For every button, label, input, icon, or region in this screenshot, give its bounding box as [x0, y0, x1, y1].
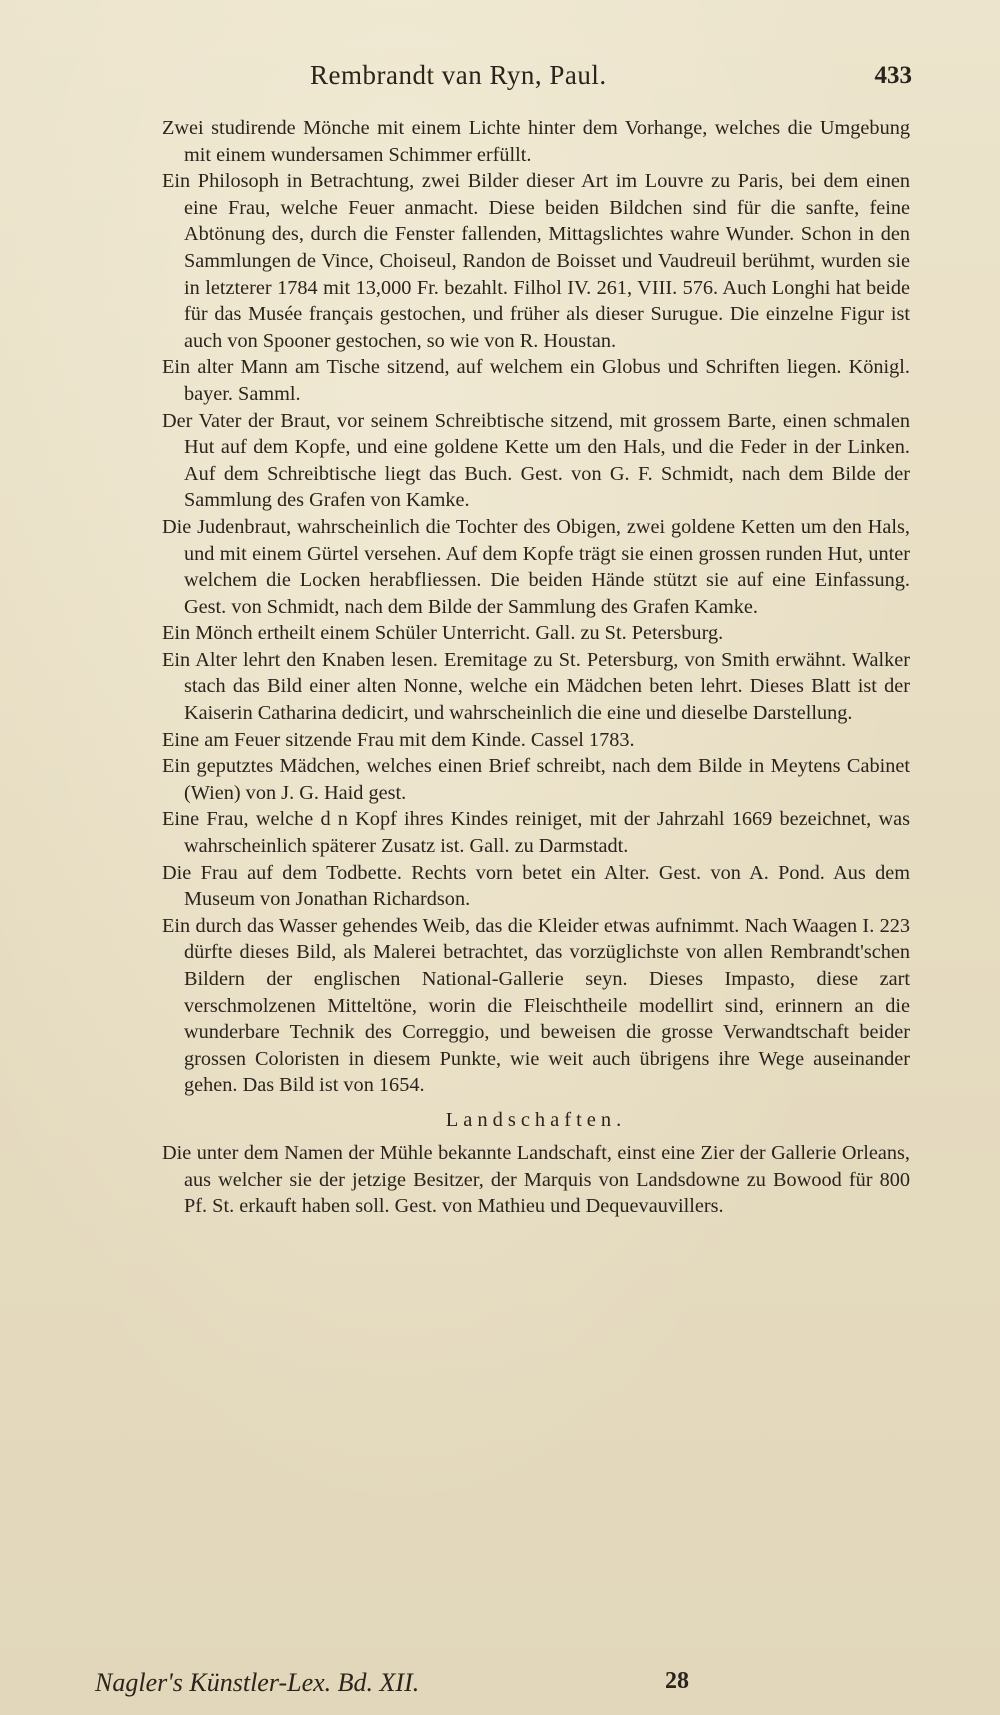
entry: Ein Mönch ertheilt einem Schüler Unterricht. Gall. zu St. Petersburg.: [162, 622, 724, 645]
entry: Die unter dem Namen der Mühle bekannte Landschaft, einst eine Zier der Gallerie Orleans, aus welcher sie der jetzige Besitzer, der Marquis von Landsdowne zu Bowood für 800 Pf. St. erkauft haben soll. Gest. von Mathieu und Dequevauvillers.: [162, 1141, 910, 1218]
entry: Die Judenbraut, wahrscheinlich die Tochter des Obigen, zwei goldene Ketten um den Hals, und mit einem Gürtel versehen. Auf dem Kopfe trägt sie einen grossen runden Hut, unter welchem die Locken herabfliessen. Die beiden Hände stützt sie auf eine Einfassung. Gest. von Schmidt, nach dem Bilde der Sammlung des Grafen Kamke.: [162, 515, 910, 618]
entry: Zwei studirende Mönche mit einem Lichte hinter dem Vorhange, welches die Umgebung mit einem wundersamen Schimmer erfüllt.: [162, 117, 910, 166]
page-number: 433: [874, 62, 912, 89]
entry: Ein alter Mann am Tische sitzend, auf welchem ein Globus und Schriften liegen. Königl. bayer. Samml.: [162, 356, 910, 405]
entry: Eine am Feuer sitzende Frau mit dem Kinde. Cassel 1783.: [162, 728, 635, 751]
footer-reference: Nagler's Künstler-Lex. Bd. XII.: [95, 1668, 420, 1697]
running-title: Rembrandt van Ryn, Paul.: [310, 60, 607, 90]
entry: Ein Alter lehrt den Knaben lesen. Eremitage zu St. Petersburg, von Smith erwähnt. Walker stach das Bild einer alten Nonne, welche ein Mädchen beten lehrt. Dieses Blatt ist der Kaiserin Catharina dedicirt, und wahrscheinlich die eine und dieselbe Darstellung.: [162, 648, 910, 725]
entry: Ein Philosoph in Betrachtung, zwei Bilder dieser Art im Louvre zu Paris, bei dem einen eine Frau, welche Feuer anmacht. Diese beiden Bildchen sind für die sanfte, feine Abtönung des, durch die Fenster fallenden, Mittagslichtes wahre Wunder. Schon in den Sammlungen de Vince, Choiseul, Randon de Boisset und Vaudreuil berühmt, wurden sie in letzterer 1784 mit 13,000 Fr. bezahlt. Filhol IV. 261, VIII. 576. Auch Longhi hat beide für das Musée français gestochen, und früher als dieser Surugue. Die einzelne Figur ist auch von Spooner gestochen, so wie von R. Houstan.: [162, 170, 910, 352]
section-heading: Landschaften.: [445, 1108, 627, 1131]
entry: Ein geputztes Mädchen, welches einen Brief schreibt, nach dem Bilde in Meytens Cabinet (Wien) von J. G. Haid gest.: [162, 755, 910, 804]
entry: Ein durch das Wasser gehendes Weib, das die Kleider etwas aufnimmt. Nach Waagen I. 223 dürfte dieses Bild, als Malerei betrachtet, das vorzüglichste von allen Rembrandt'schen Bildern der englischen National-Gallerie seyn. Dieses Impasto, diese zart verschmolzenen Mitteltöne, worin die Fleischtheile modellirt sind, erinnern an die wunderbare Technik des Correggio, und beweisen die grosse Verwandtschaft beider grossen Coloristen in diesem Punkte, wie weit auch übrigens ihre Wege auseinander gehen. Das Bild ist von 1654.: [162, 914, 910, 1097]
main-text: [162, 115, 910, 1220]
entry: Eine Frau, welche d n Kopf ihres Kindes reiniget, mit der Jahrzahl 1669 bezeichnet, was wahrscheinlich späterer Zusatz ist. Gall. zu Darmstadt.: [162, 808, 910, 858]
entry: Der Vater der Braut, vor seinem Schreibtische sitzend, mit grossem Barte, einen schmalen Hut auf dem Kopfe, und eine goldene Kette um den Hals, und die Feder in der Linken. Auf dem Schreibtische liegt das Buch. Gest. von G. F. Schmidt, nach dem Bilde der Sammlung des Grafen von Kamke.: [162, 409, 910, 512]
page-header: [0, 60, 1000, 100]
page-footer: [95, 1668, 755, 1700]
signature-mark: 28: [665, 1668, 689, 1694]
entry: Die Frau auf dem Todbette. Rechts vorn betet ein Alter. Gest. von A. Pond. Aus dem Museum von Jonathan Richardson.: [162, 861, 910, 911]
